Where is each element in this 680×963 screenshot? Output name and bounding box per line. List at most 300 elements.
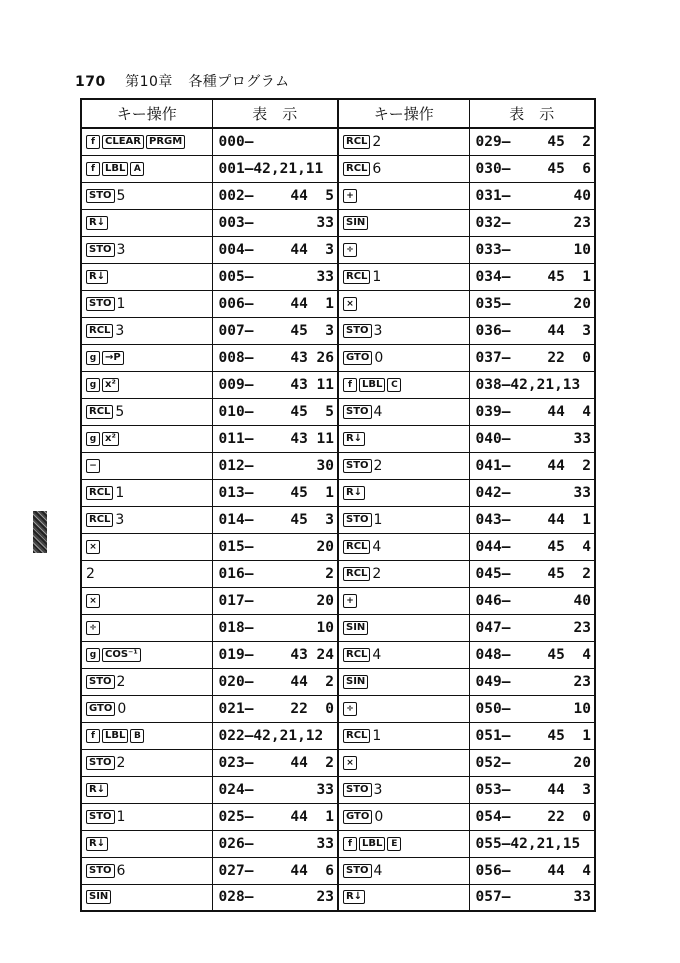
step-address: 050– — [475, 700, 511, 717]
step-address: 020– — [218, 673, 254, 690]
table-row — [81, 236, 595, 263]
left-key-ops-cell — [81, 560, 212, 587]
left-display-cell — [212, 236, 338, 263]
left-key-ops-cell — [81, 371, 212, 398]
step-address: 039– — [475, 403, 511, 420]
right-display-cell — [469, 533, 595, 560]
calculator-key-icon: ÷ — [343, 702, 357, 716]
step-address: 000– — [218, 133, 254, 150]
right-key-ops-cell — [338, 236, 469, 263]
left-key-ops-cell — [81, 182, 212, 209]
step-address: 046– — [475, 592, 511, 609]
table-row — [81, 614, 595, 641]
right-key-ops-cell — [338, 830, 469, 857]
key-code: 44 1 — [290, 808, 334, 825]
right-key-ops-cell — [338, 884, 469, 911]
left-display-cell — [212, 263, 338, 290]
right-key-ops-cell — [338, 776, 469, 803]
key-suffix: 1 — [372, 268, 382, 285]
calculator-key-icon: RCL — [343, 648, 370, 662]
key-suffix: 4 — [372, 538, 382, 555]
left-key-ops-cell — [81, 452, 212, 479]
calculator-key-icon: f — [343, 837, 357, 851]
left-key-ops-cell — [81, 317, 212, 344]
left-display-cell — [212, 722, 338, 749]
left-display-cell — [212, 479, 338, 506]
right-display-cell — [469, 614, 595, 641]
calculator-key-icon: ÷ — [86, 621, 100, 635]
table-row — [81, 290, 595, 317]
step-address: 018– — [218, 619, 254, 636]
calculator-key-icon: R↓ — [86, 270, 108, 284]
step-address: 041– — [475, 457, 511, 474]
right-display-cell — [469, 803, 595, 830]
page-number: 170 — [75, 74, 106, 90]
right-key-ops-cell — [338, 857, 469, 884]
key-suffix: 4 — [372, 646, 382, 663]
left-display-cell — [212, 830, 338, 857]
right-display-cell — [469, 749, 595, 776]
calculator-key-icon: SIN — [86, 890, 111, 904]
left-key-ops-cell — [81, 263, 212, 290]
left-key-ops-cell — [81, 884, 212, 911]
calculator-key-icon: x² — [102, 378, 119, 392]
table-header-row — [81, 99, 595, 128]
key-code: 44 2 — [290, 754, 334, 771]
step-address: 043– — [475, 511, 511, 528]
left-display-cell — [212, 290, 338, 317]
right-key-ops-cell — [338, 695, 469, 722]
left-display-cell — [212, 452, 338, 479]
key-code: 45 1 — [290, 484, 334, 501]
calculator-key-icon: GTO — [86, 702, 115, 716]
key-code: 20 — [573, 295, 591, 312]
right-key-ops-cell — [338, 749, 469, 776]
right-display-cell — [469, 479, 595, 506]
left-display-cell — [212, 641, 338, 668]
key-code: 45 5 — [290, 403, 334, 420]
left-key-ops-cell — [81, 209, 212, 236]
step-address: 030– — [475, 160, 511, 177]
step-address: 010– — [218, 403, 254, 420]
table-row — [81, 776, 595, 803]
step-address: 001–42,21,11 — [218, 160, 324, 177]
calculator-key-icon: STO — [86, 297, 115, 311]
calculator-key-icon: g — [86, 378, 100, 392]
left-display-cell — [212, 857, 338, 884]
calculator-key-icon: GTO — [343, 351, 372, 365]
left-key-ops-cell — [81, 479, 212, 506]
right-display-cell — [469, 263, 595, 290]
right-key-ops-cell — [338, 344, 469, 371]
step-address: 006– — [218, 295, 254, 312]
right-key-ops-cell — [338, 263, 469, 290]
table-row — [81, 425, 595, 452]
key-code: 43 26 — [290, 349, 334, 366]
header-display-right: 表 示 — [469, 99, 595, 128]
calculator-key-icon: × — [343, 756, 357, 770]
right-display-cell — [469, 641, 595, 668]
left-display-cell — [212, 884, 338, 911]
left-key-ops-cell — [81, 128, 212, 155]
calculator-key-icon: × — [86, 540, 100, 554]
key-code: 45 1 — [547, 268, 591, 285]
key-code: 20 — [316, 592, 334, 609]
table-row — [81, 182, 595, 209]
right-key-ops-cell — [338, 128, 469, 155]
calculator-key-icon: f — [86, 135, 100, 149]
right-display-cell — [469, 290, 595, 317]
calculator-key-icon: GTO — [343, 810, 372, 824]
table-row — [81, 398, 595, 425]
step-address: 029– — [475, 133, 511, 150]
key-suffix: 2 — [86, 565, 95, 582]
left-display-cell — [212, 317, 338, 344]
calculator-key-icon: f — [86, 729, 100, 743]
key-suffix: 3 — [115, 511, 125, 528]
key-suffix: 3 — [115, 322, 125, 339]
step-address: 057– — [475, 889, 511, 906]
key-code: 44 3 — [547, 322, 591, 339]
left-key-ops-cell — [81, 533, 212, 560]
key-code: 10 — [573, 700, 591, 717]
key-code: 45 6 — [547, 160, 591, 177]
right-key-ops-cell — [338, 803, 469, 830]
right-key-ops-cell — [338, 614, 469, 641]
calculator-key-icon: R↓ — [343, 890, 365, 904]
right-display-cell — [469, 668, 595, 695]
calculator-key-icon: STO — [86, 864, 115, 878]
table-row — [81, 128, 595, 155]
key-suffix: 0 — [374, 808, 384, 825]
calculator-key-icon: LBL — [359, 837, 385, 851]
calculator-key-icon: f — [86, 162, 100, 176]
right-display-cell — [469, 425, 595, 452]
calculator-key-icon: LBL — [359, 378, 385, 392]
left-key-ops-cell — [81, 641, 212, 668]
key-code: 33 — [316, 214, 334, 231]
step-address: 019– — [218, 646, 254, 663]
calculator-key-icon: STO — [86, 243, 115, 257]
calculator-key-icon: g — [86, 432, 100, 446]
left-display-cell — [212, 371, 338, 398]
calculator-key-icon: RCL — [343, 729, 370, 743]
right-display-cell — [469, 587, 595, 614]
step-address: 038–42,21,13 — [475, 376, 581, 393]
left-key-ops-cell — [81, 587, 212, 614]
calculator-key-icon: × — [86, 594, 100, 608]
step-address: 033– — [475, 241, 511, 258]
left-key-ops-cell — [81, 830, 212, 857]
key-code: 43 11 — [290, 430, 334, 447]
right-key-ops-cell — [338, 587, 469, 614]
right-display-cell — [469, 452, 595, 479]
step-address: 016– — [218, 565, 254, 582]
key-code: 44 5 — [290, 187, 334, 204]
table-row — [81, 371, 595, 398]
key-code: 20 — [573, 754, 591, 771]
step-address: 048– — [475, 646, 511, 663]
calculator-key-icon: SIN — [343, 675, 368, 689]
key-code: 2 — [325, 565, 334, 582]
key-suffix: 6 — [116, 862, 126, 879]
left-display-cell — [212, 749, 338, 776]
table-row — [81, 263, 595, 290]
right-display-cell — [469, 776, 595, 803]
right-key-ops-cell — [338, 182, 469, 209]
key-code: 44 4 — [547, 862, 591, 879]
right-key-ops-cell — [338, 668, 469, 695]
calculator-key-icon: STO — [343, 864, 372, 878]
left-key-ops-cell — [81, 398, 212, 425]
key-suffix: 2 — [116, 673, 126, 690]
table-row — [81, 722, 595, 749]
step-address: 015– — [218, 538, 254, 555]
key-code: 20 — [316, 538, 334, 555]
calculator-key-icon: RCL — [86, 486, 113, 500]
left-key-ops-cell — [81, 695, 212, 722]
key-code: 45 1 — [547, 727, 591, 744]
left-key-ops-cell — [81, 290, 212, 317]
calculator-key-icon: STO — [86, 675, 115, 689]
key-code: 44 1 — [547, 511, 591, 528]
table-row — [81, 803, 595, 830]
calculator-key-icon: E — [387, 837, 401, 851]
key-code: 23 — [573, 673, 591, 690]
right-display-cell — [469, 506, 595, 533]
key-code: 33 — [573, 889, 591, 906]
key-code: 44 2 — [547, 457, 591, 474]
key-code: 40 — [573, 592, 591, 609]
step-address: 047– — [475, 619, 511, 636]
left-key-ops-cell — [81, 749, 212, 776]
key-code: 23 — [316, 889, 334, 906]
calculator-key-icon: f — [343, 378, 357, 392]
table-row — [81, 317, 595, 344]
left-display-cell — [212, 587, 338, 614]
right-display-cell — [469, 884, 595, 911]
left-display-cell — [212, 209, 338, 236]
key-code: 22 0 — [290, 700, 334, 717]
key-suffix: 1 — [115, 484, 125, 501]
calculator-key-icon: RCL — [343, 270, 370, 284]
key-code: 33 — [573, 484, 591, 501]
table-row — [81, 641, 595, 668]
step-address: 045– — [475, 565, 511, 582]
key-code: 33 — [573, 430, 591, 447]
key-code: 23 — [573, 214, 591, 231]
key-suffix: 3 — [116, 241, 126, 258]
key-code: 33 — [316, 781, 334, 798]
step-address: 021– — [218, 700, 254, 717]
left-key-ops-cell — [81, 506, 212, 533]
side-thumb-tab — [33, 511, 47, 553]
key-code: 10 — [316, 619, 334, 636]
left-key-ops-cell — [81, 344, 212, 371]
calculator-key-icon: STO — [86, 756, 115, 770]
calculator-key-icon: CLEAR — [102, 135, 144, 149]
right-key-ops-cell — [338, 209, 469, 236]
right-display-cell — [469, 128, 595, 155]
left-display-cell — [212, 533, 338, 560]
left-key-ops-cell — [81, 236, 212, 263]
left-display-cell — [212, 668, 338, 695]
key-suffix: 2 — [372, 565, 382, 582]
right-key-ops-cell — [338, 398, 469, 425]
right-key-ops-cell — [338, 722, 469, 749]
key-suffix: 3 — [373, 781, 383, 798]
left-key-ops-cell — [81, 722, 212, 749]
step-address: 037– — [475, 349, 511, 366]
table-row — [81, 668, 595, 695]
key-suffix: 4 — [373, 403, 383, 420]
left-display-cell — [212, 128, 338, 155]
key-code: 22 0 — [547, 808, 591, 825]
step-address: 027– — [218, 862, 254, 879]
right-key-ops-cell — [338, 425, 469, 452]
calculator-key-icon: STO — [343, 513, 372, 527]
step-address: 040– — [475, 430, 511, 447]
key-code: 30 — [316, 457, 334, 474]
calculator-key-icon: R↓ — [343, 432, 365, 446]
key-suffix: 5 — [116, 187, 126, 204]
left-key-ops-cell — [81, 776, 212, 803]
step-address: 014– — [218, 511, 254, 528]
step-address: 007– — [218, 322, 254, 339]
step-address: 032– — [475, 214, 511, 231]
step-address: 049– — [475, 673, 511, 690]
key-code: 45 2 — [547, 133, 591, 150]
step-address: 055–42,21,15 — [475, 835, 581, 852]
calculator-key-icon: PRGM — [146, 135, 185, 149]
table-row — [81, 344, 595, 371]
key-code: 44 3 — [547, 781, 591, 798]
calculator-key-icon: STO — [86, 810, 115, 824]
left-key-ops-cell — [81, 155, 212, 182]
right-display-cell — [469, 560, 595, 587]
right-key-ops-cell — [338, 155, 469, 182]
step-address: 025– — [218, 808, 254, 825]
right-display-cell — [469, 209, 595, 236]
key-code: 44 6 — [290, 862, 334, 879]
right-key-ops-cell — [338, 506, 469, 533]
step-address: 003– — [218, 214, 254, 231]
key-suffix: 1 — [116, 295, 126, 312]
key-suffix: 6 — [372, 160, 382, 177]
step-address: 005– — [218, 268, 254, 285]
left-display-cell — [212, 155, 338, 182]
left-display-cell — [212, 776, 338, 803]
key-suffix: 1 — [373, 511, 383, 528]
right-display-cell — [469, 371, 595, 398]
right-display-cell — [469, 155, 595, 182]
calculator-key-icon: STO — [343, 405, 372, 419]
calculator-key-icon: R↓ — [86, 837, 108, 851]
left-key-ops-cell — [81, 803, 212, 830]
calculator-key-icon: R↓ — [86, 783, 108, 797]
table-row — [81, 155, 595, 182]
table-row — [81, 749, 595, 776]
step-address: 034– — [475, 268, 511, 285]
left-display-cell — [212, 506, 338, 533]
step-address: 004– — [218, 241, 254, 258]
key-code: 44 1 — [290, 295, 334, 312]
key-suffix: 0 — [117, 700, 127, 717]
key-code: 44 3 — [290, 241, 334, 258]
right-key-ops-cell — [338, 452, 469, 479]
table-row — [81, 506, 595, 533]
program-listing-table — [80, 98, 596, 912]
calculator-key-icon: →P — [102, 351, 124, 365]
step-address: 044– — [475, 538, 511, 555]
calculator-key-icon: x² — [102, 432, 119, 446]
key-suffix: 4 — [373, 862, 383, 879]
key-code: 33 — [316, 268, 334, 285]
step-address: 031– — [475, 187, 511, 204]
left-display-cell — [212, 182, 338, 209]
table-row — [81, 533, 595, 560]
right-key-ops-cell — [338, 371, 469, 398]
table-row — [81, 452, 595, 479]
right-key-ops-cell — [338, 479, 469, 506]
key-suffix: 3 — [373, 322, 383, 339]
step-address: 008– — [218, 349, 254, 366]
calculator-key-icon: SIN — [343, 216, 368, 230]
calculator-key-icon: + — [343, 189, 357, 203]
key-suffix: 2 — [372, 133, 382, 150]
key-code: 45 4 — [547, 646, 591, 663]
step-address: 052– — [475, 754, 511, 771]
right-display-cell — [469, 344, 595, 371]
step-address: 012– — [218, 457, 254, 474]
left-display-cell — [212, 425, 338, 452]
step-address: 009– — [218, 376, 254, 393]
left-key-ops-cell — [81, 857, 212, 884]
key-code: 23 — [573, 619, 591, 636]
right-display-cell — [469, 830, 595, 857]
step-address: 054– — [475, 808, 511, 825]
step-address: 028– — [218, 889, 254, 906]
table-row — [81, 695, 595, 722]
table-row — [81, 209, 595, 236]
right-display-cell — [469, 182, 595, 209]
calculator-key-icon: B — [130, 729, 144, 743]
left-display-cell — [212, 560, 338, 587]
step-address: 022–42,21,12 — [218, 727, 324, 744]
page-header — [75, 71, 290, 91]
calculator-key-icon: LBL — [102, 729, 128, 743]
right-display-cell — [469, 857, 595, 884]
right-key-ops-cell — [338, 560, 469, 587]
key-code: 43 11 — [290, 376, 334, 393]
table-row — [81, 587, 595, 614]
key-code: 33 — [316, 835, 334, 852]
key-code: 44 4 — [547, 403, 591, 420]
calculator-key-icon: ÷ — [343, 243, 357, 257]
right-key-ops-cell — [338, 641, 469, 668]
key-code: 45 2 — [547, 565, 591, 582]
table-row — [81, 857, 595, 884]
key-code: 22 0 — [547, 349, 591, 366]
step-address: 035– — [475, 295, 511, 312]
calculator-key-icon: SIN — [343, 621, 368, 635]
header-key-ops-right: キー操作 — [338, 99, 469, 128]
left-key-ops-cell — [81, 614, 212, 641]
right-display-cell — [469, 695, 595, 722]
left-key-ops-cell — [81, 425, 212, 452]
step-address: 002– — [218, 187, 254, 204]
step-address: 011– — [218, 430, 254, 447]
